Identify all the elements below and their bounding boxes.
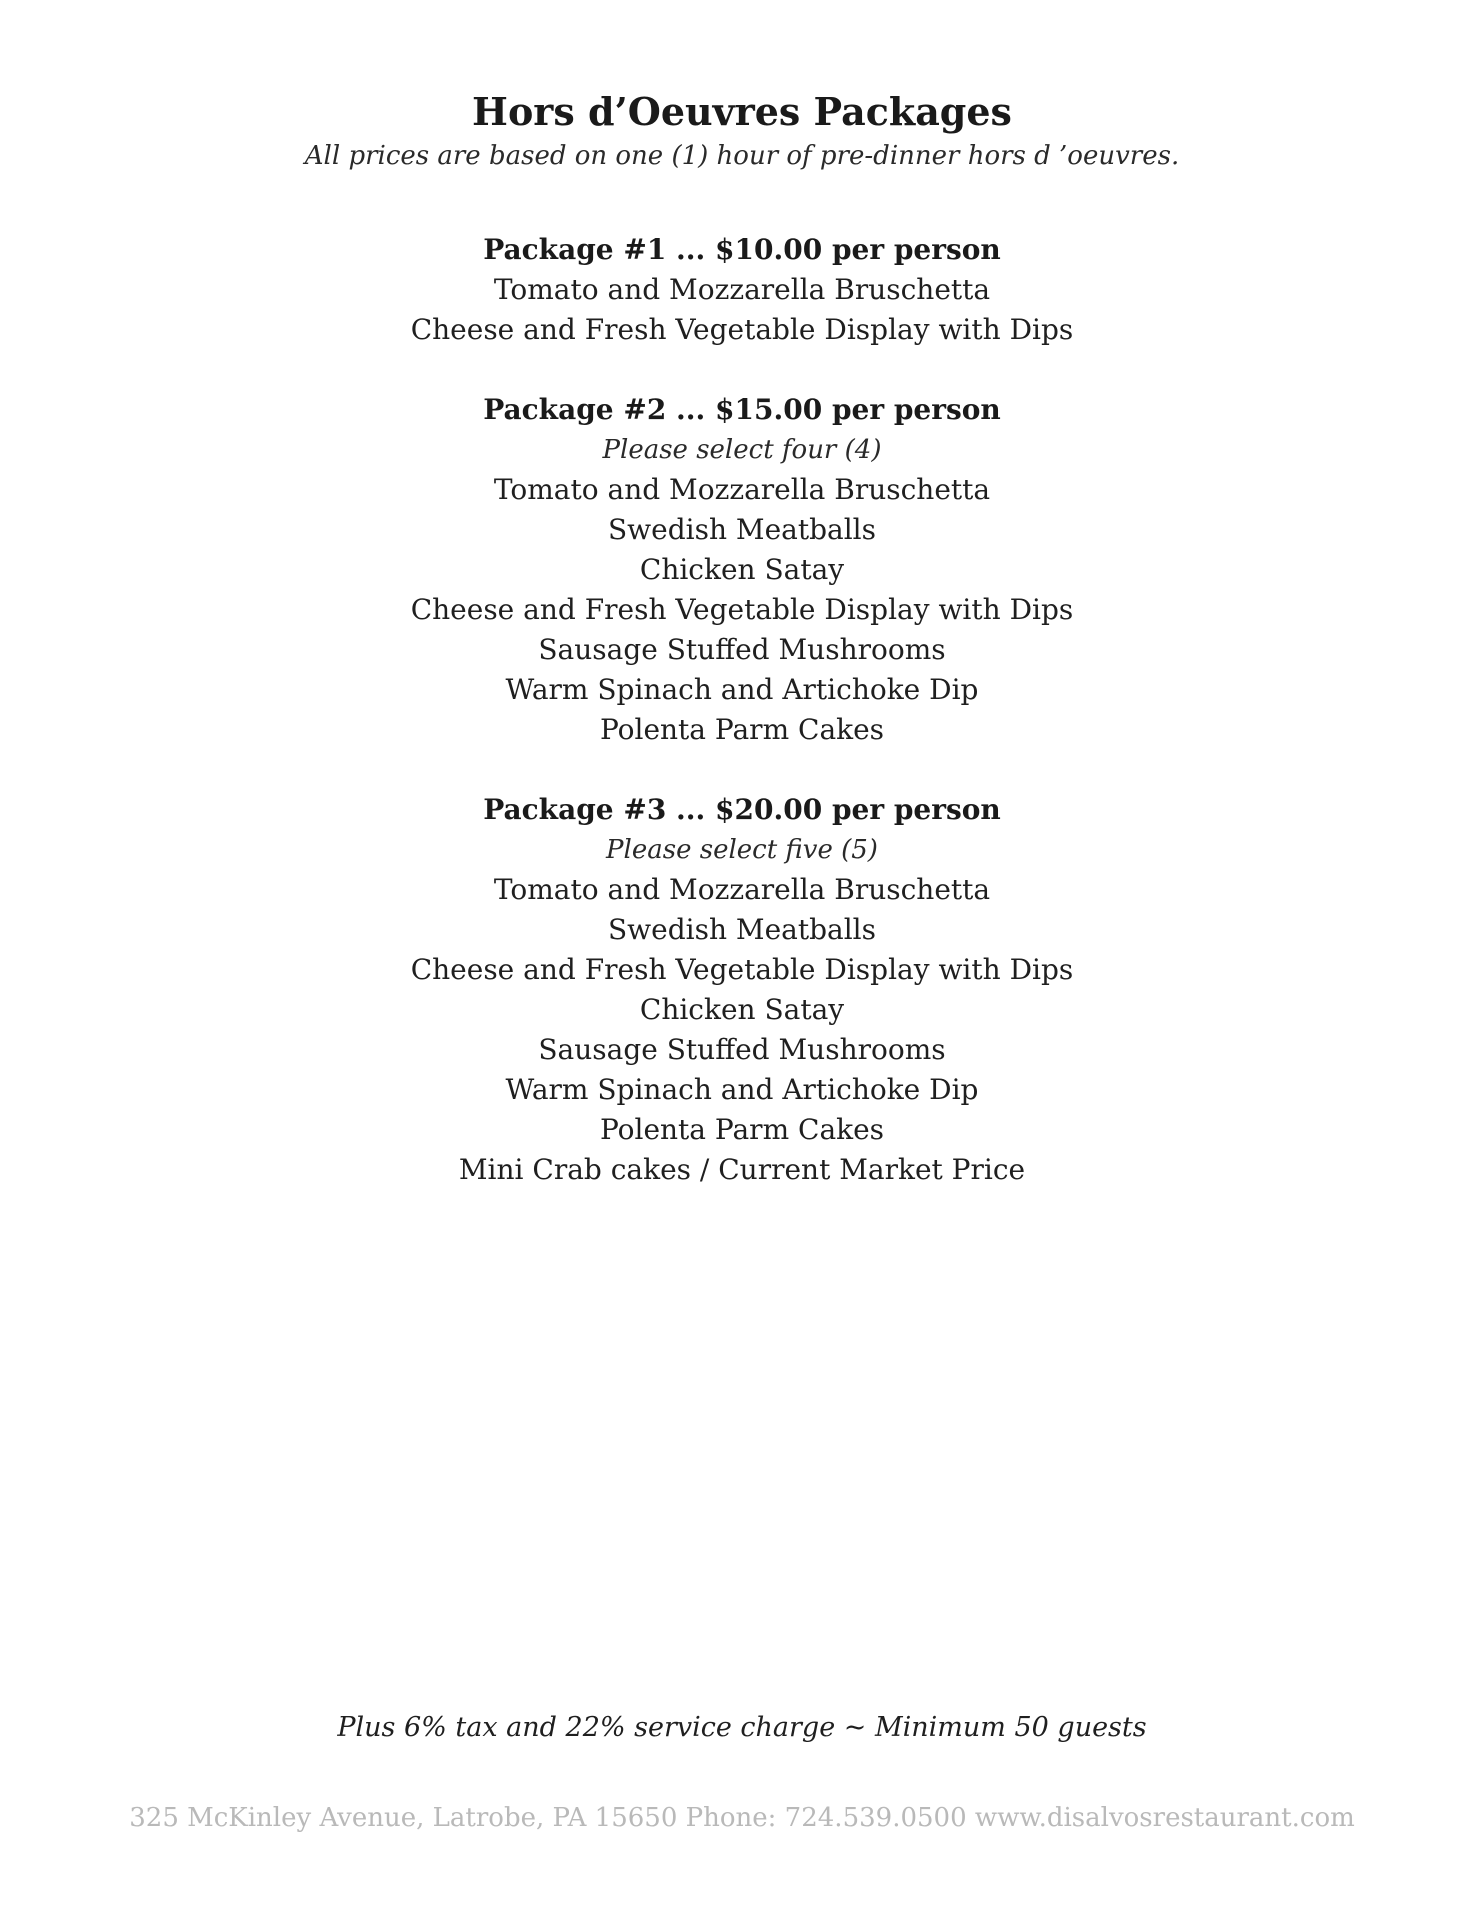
package-selection-note: Please select four (4) bbox=[602, 435, 882, 465]
package-selection-note: Please select five (5) bbox=[606, 835, 878, 865]
menu-item: Swedish Meatballs bbox=[608, 913, 876, 946]
menu-item: Sausage Stuffed Mushrooms bbox=[538, 633, 946, 666]
menu-item: Sausage Stuffed Mushrooms bbox=[538, 1033, 946, 1066]
menu-item: Mini Crab cakes / Current Market Price bbox=[458, 1153, 1026, 1186]
package-item-list bbox=[0, 270, 1484, 350]
menu-item: Tomato and Mozzarella Bruschetta bbox=[493, 873, 991, 906]
package-2-section bbox=[0, 390, 1484, 750]
package-heading: Package #3 ... $20.00 per person bbox=[483, 793, 1001, 826]
menu-item: Polenta Parm Cakes bbox=[599, 713, 885, 746]
menu-item: Cheese and Fresh Vegetable Display with Dips bbox=[410, 313, 1074, 346]
menu-item: Warm Spinach and Artichoke Dip bbox=[505, 673, 979, 706]
package-1-section bbox=[0, 230, 1484, 350]
menu-item: Chicken Satay bbox=[639, 553, 845, 586]
package-item-list bbox=[0, 870, 1484, 1190]
menu-item: Chicken Satay bbox=[639, 993, 845, 1026]
menu-item: Cheese and Fresh Vegetable Display with Dips bbox=[410, 593, 1074, 626]
menu-item: Warm Spinach and Artichoke Dip bbox=[505, 1073, 979, 1106]
package-3-section bbox=[0, 790, 1484, 1190]
menu-item: Polenta Parm Cakes bbox=[599, 1113, 885, 1146]
restaurant-address: 325 McKinley Avenue, Latrobe, PA 15650 Phone: 724.539.0500 www.disalvosrestaurant.com bbox=[129, 1803, 1355, 1833]
menu-item: Swedish Meatballs bbox=[608, 513, 876, 546]
package-item-list bbox=[0, 470, 1484, 750]
pricing-footnote: Plus 6% tax and 22% service charge ~ Minimum 50 guests bbox=[337, 1712, 1147, 1743]
menu-item: Cheese and Fresh Vegetable Display with Dips bbox=[410, 953, 1074, 986]
package-heading: Package #1 ... $10.00 per person bbox=[483, 233, 1001, 266]
page-header bbox=[0, 88, 1484, 176]
package-heading: Package #2 ... $15.00 per person bbox=[483, 393, 1001, 426]
menu-item: Tomato and Mozzarella Bruschetta bbox=[493, 273, 991, 306]
menu-item: Tomato and Mozzarella Bruschetta bbox=[493, 473, 991, 506]
page-subtitle: All prices are based on one (1) hour of pre-dinner hors d ’oeuvres. bbox=[304, 141, 1180, 171]
page-title: Hors d’Oeuvres Packages bbox=[472, 89, 1012, 134]
